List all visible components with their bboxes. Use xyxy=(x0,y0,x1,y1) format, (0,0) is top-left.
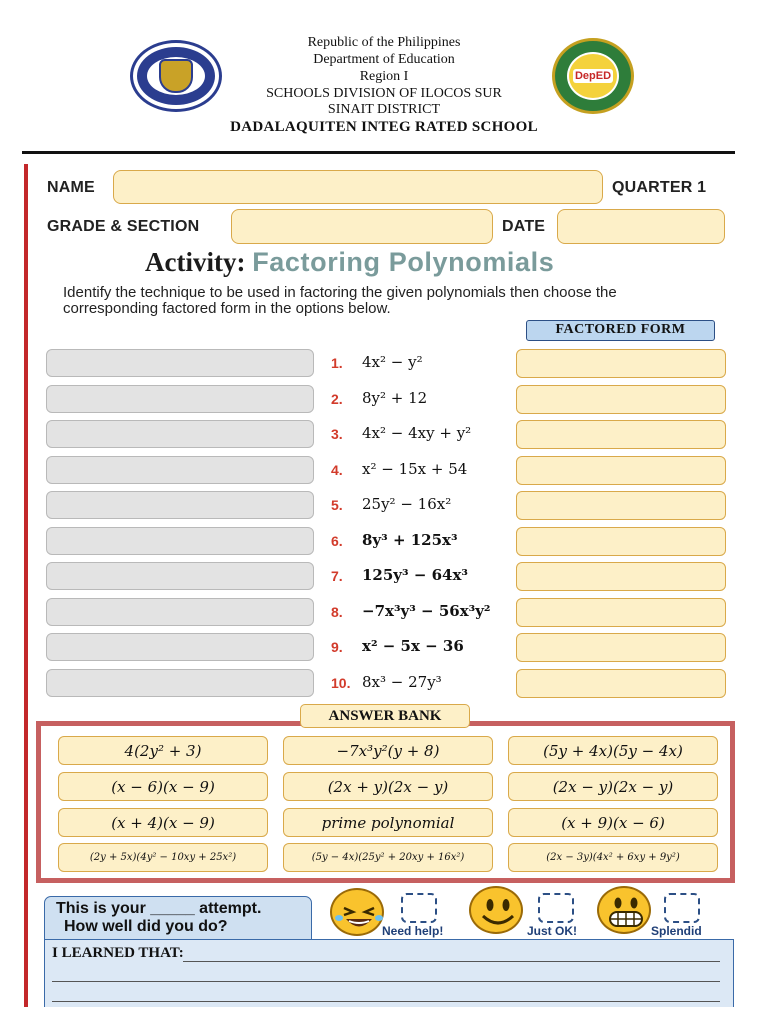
splendid-emoji-icon xyxy=(597,886,651,934)
question-number: 10. xyxy=(331,675,351,691)
header-district: SINAIT DISTRICT xyxy=(327,102,441,117)
answer-bank-option[interactable]: (5y − 4x)(25y² + 20xy + 16x²) xyxy=(283,843,493,872)
question-number: 2. xyxy=(331,391,343,407)
name-field[interactable] xyxy=(113,170,603,204)
school-seal-logo: DepED xyxy=(552,38,634,114)
technique-answer-field[interactable] xyxy=(46,598,314,626)
question-polynomial: x² − 15x + 54 xyxy=(362,460,468,478)
learned-label: I LEARNED THAT: xyxy=(52,945,184,961)
factored-form-field[interactable] xyxy=(516,456,726,485)
technique-answer-field[interactable] xyxy=(46,456,314,484)
technique-answer-field[interactable] xyxy=(46,527,314,555)
factored-form-field[interactable] xyxy=(516,562,726,591)
activity-prefix: Activity: xyxy=(145,247,246,277)
splendid-checkbox[interactable] xyxy=(664,893,700,923)
factored-form-field[interactable] xyxy=(516,669,726,698)
question-polynomial: 4x² − 4xy + y² xyxy=(362,424,472,442)
worksheet-left-border xyxy=(24,164,28,1007)
splendid-label: Splendid xyxy=(651,924,702,938)
question-polynomial: 25y² − 16x² xyxy=(362,495,452,513)
technique-answer-field[interactable] xyxy=(46,562,314,590)
answer-bank-option[interactable]: 4(2y² + 3) xyxy=(58,736,268,765)
factored-form-header: FACTORED FORM xyxy=(526,320,715,341)
header-divider xyxy=(22,151,735,154)
answer-bank-option[interactable]: (x + 4)(x − 9) xyxy=(58,808,268,837)
factored-form-field[interactable] xyxy=(516,349,726,378)
header-school-name: DADALAQUITEN INTEG RATED SCHOOL xyxy=(230,119,538,135)
answer-bank-option[interactable]: (2x − 3y)(4x² + 6xy + 9y²) xyxy=(508,843,718,872)
need-help-emoji-icon xyxy=(330,888,384,936)
date-label: DATE xyxy=(502,218,546,235)
just-ok-checkbox[interactable] xyxy=(538,893,574,923)
factored-form-field[interactable] xyxy=(516,598,726,627)
learned-line-2[interactable] xyxy=(52,981,720,982)
question-number: 6. xyxy=(331,533,343,549)
answer-bank-option[interactable]: (x − 6)(x − 9) xyxy=(58,772,268,801)
question-number: 5. xyxy=(331,497,343,513)
answer-bank-option[interactable]: (2y + 5x)(4y² − 10xy + 25x²) xyxy=(58,843,268,872)
activity-title xyxy=(145,247,554,278)
technique-answer-field[interactable] xyxy=(46,669,314,697)
question-polynomial: 8y³ + 125x³ xyxy=(362,531,458,549)
question-number: 4. xyxy=(331,462,343,478)
just-ok-label: Just OK! xyxy=(527,924,578,938)
factored-form-field[interactable] xyxy=(516,527,726,556)
question-number: 8. xyxy=(331,604,343,620)
question-polynomial: 8y² + 12 xyxy=(362,389,428,407)
attempt-text xyxy=(56,900,261,936)
answer-bank-title: ANSWER BANK xyxy=(300,704,470,728)
factored-form-field[interactable] xyxy=(516,385,726,414)
factored-form-field[interactable] xyxy=(516,420,726,449)
grade-section-label: GRADE & SECTION xyxy=(47,218,200,235)
question-polynomial: 4x² − y² xyxy=(362,353,423,371)
activity-topic: Factoring Polynomials xyxy=(252,247,555,277)
grade-section-field[interactable] xyxy=(231,209,493,244)
question-polynomial: −7x³y³ − 56x³y² xyxy=(362,602,491,620)
answer-bank-option[interactable]: −7x³y²(y + 8) xyxy=(283,736,493,765)
technique-answer-field[interactable] xyxy=(46,420,314,448)
need-help-label: Need help! xyxy=(382,924,444,938)
question-polynomial: 8x³ − 27y³ xyxy=(362,673,442,691)
question-number: 3. xyxy=(331,426,343,442)
question-number: 9. xyxy=(331,639,343,655)
question-number: 7. xyxy=(331,568,343,584)
just-ok-emoji-icon xyxy=(469,886,523,934)
learned-line-1[interactable] xyxy=(183,961,720,962)
answer-bank-option[interactable]: (2x + y)(2x − y) xyxy=(283,772,493,801)
question-polynomial: x² − 5x − 36 xyxy=(362,637,464,655)
factored-form-field[interactable] xyxy=(516,491,726,520)
name-label: NAME xyxy=(47,179,95,196)
technique-answer-field[interactable] xyxy=(46,633,314,661)
need-help-checkbox[interactable] xyxy=(401,893,437,923)
activity-instruction: Identify the technique to be used in factoring the given polynomials then choose the corresponding factored form in the options below. xyxy=(63,284,617,317)
self-assess-line: How well did you do? xyxy=(64,918,228,935)
technique-answer-field[interactable] xyxy=(46,491,314,519)
technique-answer-field[interactable] xyxy=(46,385,314,413)
quarter-label: QUARTER 1 xyxy=(612,179,707,196)
answer-bank-option[interactable]: (5y + 4x)(5y − 4x) xyxy=(508,736,718,765)
header-country: Republic of the Philippines xyxy=(307,35,461,50)
date-field[interactable] xyxy=(557,209,725,244)
question-polynomial: 125y³ − 64x³ xyxy=(362,566,468,584)
answer-bank-option[interactable]: (2x − y)(2x − y) xyxy=(508,772,718,801)
header-region: Region I xyxy=(359,69,409,84)
attempt-line: This is your _____ attempt. xyxy=(56,900,262,917)
factored-form-field[interactable] xyxy=(516,633,726,662)
technique-answer-field[interactable] xyxy=(46,349,314,377)
answer-bank-option[interactable]: prime polynomial xyxy=(283,808,493,837)
learned-line-3[interactable] xyxy=(52,1001,720,1002)
header-department: Department of Education xyxy=(313,52,455,67)
header-division: SCHOOLS DIVISION OF ILOCOS SUR xyxy=(266,86,502,101)
question-number: 1. xyxy=(331,355,343,371)
answer-bank-option[interactable]: (x + 9)(x − 6) xyxy=(508,808,718,837)
